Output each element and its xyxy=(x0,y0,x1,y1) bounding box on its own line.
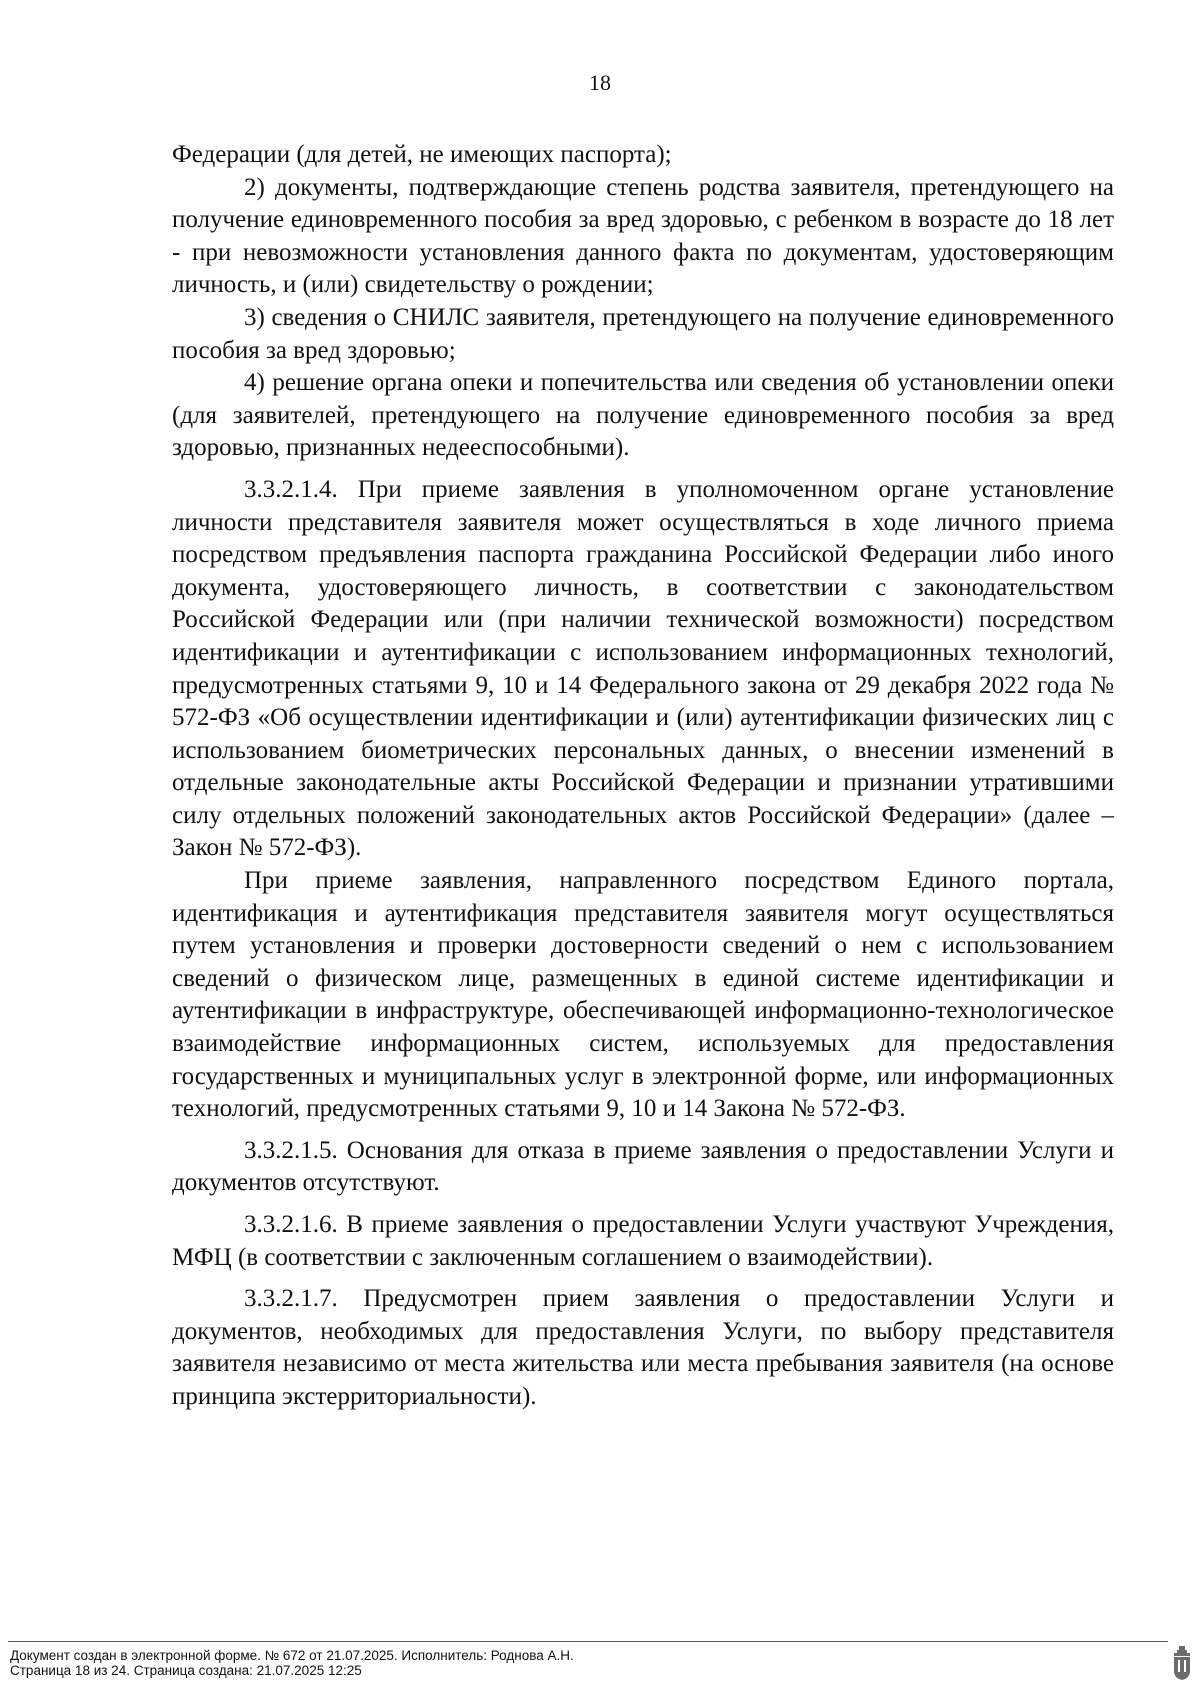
footer-divider xyxy=(8,1641,1168,1642)
paragraph-9: 3.3.2.1.7. Предусмотрен прием заявления о предоставлении Услуги и документов, необходимых для предоставления Услуги, по выбору представителя заявителя независимо от места жительства или места пребывания заявителя (на основе принципа экстерриториальности). xyxy=(172,1285,1114,1410)
paragraph-1: Федерации (для детей, не имеющих паспорта); xyxy=(172,141,672,168)
footer-line-2: Страница 18 из 24. Страница создана: 21.07.2025 12:25 xyxy=(10,1663,362,1678)
page-number: 18 xyxy=(589,70,611,95)
coat-of-arms-icon xyxy=(1172,1645,1192,1681)
paragraph-4: 4) решение органа опеки и попечительства или сведения об установлении опеки (для заявителей, претендующего на получение единовременного пособия за вред здоровью, признанных недееспособными). xyxy=(172,369,1114,462)
paragraph-3: 3) сведения о СНИЛС заявителя, претендующего на получение единовременного пособия за вред здоровью; xyxy=(172,303,1114,364)
document-body xyxy=(172,139,1114,1414)
paragraph-6: При приеме заявления, направленного посредством Единого портала, идентификация и аутентификация представителя заявителя могут осуществляться путем установления и проверки достоверности сведений о нем с использованием сведений о физическом лице, размещенных в единой системе идентификации и аутентификации в инфраструктуре, обеспечивающей информационно-технологическое взаимодействие информационных систем, используемых для предоставления государственных и муниципальных услуг в электронной форме, или информационных технологий, предусмотренных статьями 9, 10 и 14 Закона № 572-ФЗ. xyxy=(172,867,1114,1123)
footer-line-1: Документ создан в электронной форме. № 672 от 21.07.2025. Исполнитель: Роднова А.Н. xyxy=(10,1648,574,1663)
paragraph-7: 3.3.2.1.5. Основания для отказа в приеме заявления о предоставлении Услуги и документов отсутствуют. xyxy=(172,1136,1114,1197)
footer-metadata xyxy=(10,1648,574,1678)
paragraph-2: 2) документы, подтверждающие степень родства заявителя, претендующего на получение единовременного пособия за вред здоровью, с ребенком в возрасте до 18 лет - при невозможности установления данного факта по документам, удостоверяющим личность, и (или) свидетельству о рождении; xyxy=(172,173,1114,299)
paragraph-5: 3.3.2.1.4. При приеме заявления в уполномоченном органе установление личности представителя заявителя может осуществляться в ходе личного приема посредством предъявления паспорта гражданина Российской Федерации либо иного документа, удостоверяющего личность, в соответствии с законодательством Российской Федерации или (при наличии технической возможности) посредством идентификации и аутентификации с использованием информационных технологий, предусмотренных статьями 9, 10 и 14 Федерального закона от 29 декабря 2022 года № 572-ФЗ «Об осуществлении идентификации и (или) аутентификации физических лиц с использованием биометрических персональных данных, о внесении изменений в отдельные законодательные акты Российской Федерации и признании утратившими силу отдельных положений законодательных актов Российской Федерации» (далее – Закон № 572-ФЗ). xyxy=(172,475,1114,862)
paragraph-8: 3.3.2.1.6. В приеме заявления о предоставлении Услуги участвуют Учреждения, МФЦ (в соответствии с заключенным соглашением о взаимодействии). xyxy=(172,1211,1114,1271)
